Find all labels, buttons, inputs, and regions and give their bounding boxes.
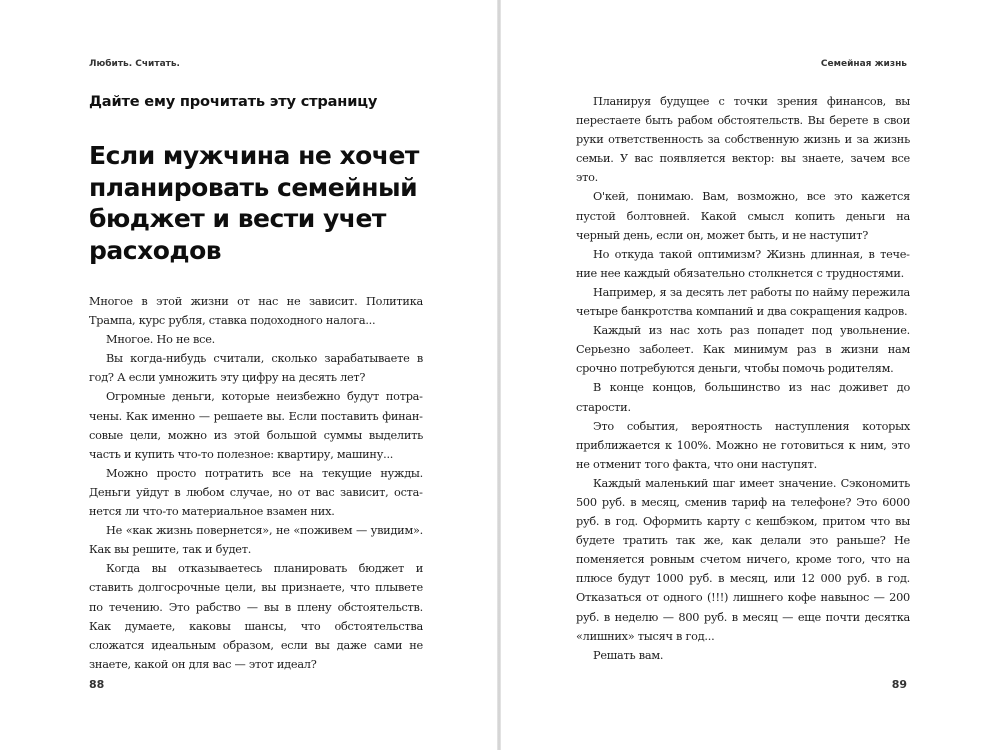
paragraph: Планируя будущее с точки зрения финансов, вы перестаете быть рабом обстоятельств. Вы берете в свои руки ответственность за собственную жизнь и за жизнь семьи. У вас появляется вектор: вы знаете, зачем все это. <box>576 95 910 185</box>
section-kicker: Дайте ему прочитать эту страницу <box>89 93 378 110</box>
paragraph: Каждый из нас хоть раз попадет под увольнение. Серьезно заболеет. Как минимум раз в жизни нам срочно потребуются деньги, чтобы помочь родителям. <box>576 324 910 376</box>
left-body-text <box>89 292 423 674</box>
paragraph: В конце концов, большинство из нас доживет до старости. <box>576 381 910 414</box>
paragraph: Это события, вероятность наступления которых приближается к 100%. Можно не готовиться к ним, это не отменит того факта, что они наступят. <box>576 419 910 471</box>
paragraph: Не «как жизнь повернется», не «поживем — увидим». Как вы решите, так и будет. <box>89 524 423 557</box>
paragraph: Но откуда такой оптимизм? Жизнь длинная, в течение нее каждый обязательно столкнется с трудностями. <box>576 247 910 280</box>
right-page <box>501 0 1000 750</box>
paragraph: О'кей, понимаю. Вам, возможно, все это кажется пустой болтовней. Какой смысл копить деньги на черный день, если он, может быть, и не наступит? <box>576 190 910 242</box>
page-number-right: 89 <box>891 678 907 691</box>
running-head-right: Семейная жизнь <box>820 59 907 69</box>
paragraph: Многое в этой жизни от нас не зависит. Политика Трампа, курс рубля, ставка подоходного налога... <box>89 295 423 328</box>
running-head-left: Любить. Считать. <box>89 59 180 69</box>
page-number-left: 88 <box>89 678 105 691</box>
left-page <box>0 0 497 750</box>
paragraph: Вы когда-нибудь считали, сколько зарабатываете в год? А если умножить эту цифру на десять лет? <box>89 352 423 385</box>
chapter-headline: Если мужчина не хочет планировать семейный бюджет и вести учет расходов <box>89 141 419 265</box>
right-body-text <box>576 92 910 665</box>
paragraph: Например, я за десять лет работы по найму пережила четыре банкротства компаний и два сокращения кадров. <box>576 285 910 319</box>
paragraph: Огромные деньги, которые неизбежно будут потрачены. Как именно — решаете вы. Если поставить финансовые цели, можно из этой большой суммы выделить часть и купить что-то полезное: квартиру, машину... <box>89 390 423 461</box>
paragraph: Можно просто потратить все на текущие нужды. Деньги уйдут в любом случае, но от вас зависит, останется ли что-то материальное взамен них. <box>89 466 423 519</box>
paragraph: Когда вы отказываетесь планировать бюджет и ставить долгосрочные цели, вы признаете, что плывете по течению. Это рабство — вы в плену обстоятельств. Как думаете, каковы шансы, что обстоятельства сложатся идеальным образом, если вы даже сами не знаете, какой он для вас — этот идеал? <box>89 562 423 671</box>
paragraph: Многое. Но не все. <box>106 333 215 347</box>
paragraph: Каждый маленький шаг имеет значение. Сэкономить 500 руб. в месяц, сменив тариф на телефоне? Это 6000 руб. в год. Оформить карту с кешбэком, притом что вы будете тратить так же, как делали это раньше? Не поменяется ровным счетом ничего, кроме того, что на плюсе будут 1000 руб. в месяц, или 12 000 руб. в год. Отказаться от одного (!!!) лишнего кофе навынос — 200 руб. в неделю — 800 руб. в месяц — еще почти десятка «лишних» тысяч в год... <box>576 476 910 643</box>
paragraph: Решать вам. <box>593 648 664 662</box>
